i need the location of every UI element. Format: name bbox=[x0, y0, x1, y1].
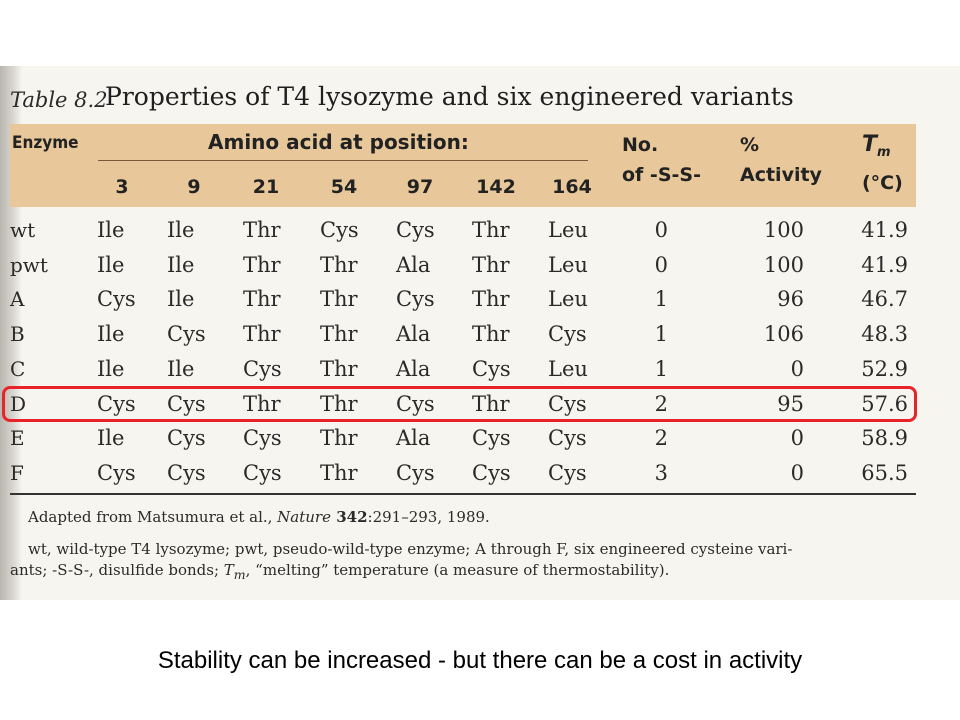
amino-acid-cell: Cys bbox=[548, 460, 587, 485]
amino-acid-cell: Thr bbox=[243, 322, 281, 347]
header-enzyme: Enzyme bbox=[12, 133, 79, 153]
melting-temp-cell: 65.5 bbox=[861, 460, 908, 485]
melting-temp-cell: 57.6 bbox=[861, 391, 908, 416]
header-position: 97 bbox=[406, 176, 434, 198]
header-tm-unit: (°C) bbox=[862, 171, 903, 194]
disulfide-count-cell: 1 bbox=[654, 322, 668, 347]
melting-temp-cell: 41.9 bbox=[861, 218, 908, 242]
amino-acid-cell: Ile bbox=[97, 356, 125, 381]
amino-acid-cell: Cys bbox=[396, 218, 435, 242]
disulfide-count-cell: 2 bbox=[654, 391, 668, 416]
amino-acid-cell: Cys bbox=[97, 287, 136, 312]
amino-acid-cell: Cys bbox=[167, 426, 206, 451]
header-tm-symbol: $T_m$ bbox=[862, 132, 891, 160]
slide-caption: Stability can be increased - but there can be a cost in activity bbox=[157, 647, 803, 674]
amino-acid-cell: Ile bbox=[167, 252, 195, 277]
amino-acid-cell: Thr bbox=[243, 252, 281, 277]
header-position: 3 bbox=[115, 176, 129, 198]
amino-acid-cell: Thr bbox=[472, 391, 510, 416]
amino-acid-cell: Thr bbox=[243, 391, 281, 416]
amino-acid-cell: Leu bbox=[548, 218, 588, 242]
amino-acid-cell: Thr bbox=[320, 287, 358, 312]
table-row bbox=[0, 284, 960, 319]
header-act-line1: % bbox=[740, 134, 760, 156]
header-position: 54 bbox=[330, 176, 358, 198]
amino-acid-cell: Thr bbox=[243, 287, 281, 312]
amino-acid-cell: Ile bbox=[97, 252, 125, 277]
amino-acid-cell: Cys bbox=[167, 460, 206, 485]
activity-cell: 100 bbox=[763, 252, 804, 277]
abbreviation-note-line2: ants; -S-S-, disulfide bonds; $T_m$, “melting” temperature (a measure of thermostability). bbox=[10, 561, 670, 582]
activity-cell: 95 bbox=[777, 391, 804, 416]
enzyme-cell: D bbox=[10, 391, 27, 416]
disulfide-count-cell: 0 bbox=[654, 218, 668, 242]
header-melting-temp bbox=[862, 130, 903, 198]
amino-acid-cell: Cys bbox=[396, 391, 435, 416]
table-row bbox=[0, 458, 960, 493]
melting-temp-cell: 58.9 bbox=[861, 426, 908, 451]
table-row bbox=[0, 354, 960, 389]
amino-acid-cell: Cys bbox=[167, 391, 206, 416]
melting-temp-cell: 41.9 bbox=[861, 252, 908, 277]
abbreviation-note-line1: wt, wild-type T4 lysozyme; pwt, pseudo-wild-type enzyme; A through F, six engineered cysteine vari- bbox=[28, 540, 793, 558]
amino-acid-cell: Cys bbox=[548, 426, 587, 451]
disulfide-count-cell: 2 bbox=[654, 426, 668, 451]
table-row bbox=[0, 215, 960, 250]
activity-cell: 106 bbox=[763, 322, 804, 347]
amino-acid-cell: Cys bbox=[472, 356, 511, 381]
header-disulfide-count bbox=[622, 130, 701, 190]
activity-cell: 0 bbox=[790, 460, 804, 485]
header-ss-line2: of -S-S- bbox=[622, 164, 701, 186]
amino-acid-cell: Ala bbox=[396, 426, 431, 451]
amino-acid-cell: Ile bbox=[97, 322, 125, 347]
amino-acid-cell: Cys bbox=[396, 287, 435, 312]
amino-acid-cell: Thr bbox=[243, 218, 281, 242]
amino-acid-cell: Cys bbox=[167, 322, 206, 347]
melting-temp-cell: 46.7 bbox=[861, 287, 908, 312]
disulfide-count-cell: 1 bbox=[654, 356, 668, 381]
amino-acid-cell: Ala bbox=[396, 322, 431, 347]
amino-acid-cell: Thr bbox=[320, 322, 358, 347]
amino-acid-cell: Ala bbox=[396, 356, 431, 381]
amino-acid-cell: Cys bbox=[97, 460, 136, 485]
amino-acid-cell: Thr bbox=[472, 252, 510, 277]
table-row bbox=[0, 250, 960, 285]
activity-cell: 100 bbox=[763, 218, 804, 242]
table-row bbox=[0, 423, 960, 458]
amino-acid-cell: Thr bbox=[472, 322, 510, 347]
table-title: Properties of T4 lysozyme and six engineered variants bbox=[105, 82, 794, 111]
amino-acid-cell: Thr bbox=[472, 287, 510, 312]
header-rule bbox=[98, 160, 588, 161]
amino-acid-cell: Cys bbox=[243, 460, 282, 485]
enzyme-cell: wt bbox=[10, 218, 36, 242]
amino-acid-cell: Leu bbox=[548, 287, 588, 312]
amino-acid-cell: Cys bbox=[243, 356, 282, 381]
amino-acid-cell: Thr bbox=[472, 218, 510, 242]
amino-acid-cell: Thr bbox=[320, 391, 358, 416]
amino-acid-cell: Leu bbox=[548, 252, 588, 277]
amino-acid-cell: Cys bbox=[548, 391, 587, 416]
header-activity bbox=[740, 130, 822, 190]
amino-acid-cell: Ile bbox=[167, 356, 195, 381]
enzyme-cell: F bbox=[10, 460, 24, 485]
amino-acid-cell: Cys bbox=[548, 322, 587, 347]
melting-temp-cell: 48.3 bbox=[861, 322, 908, 347]
header-position: 142 bbox=[476, 176, 516, 198]
amino-acid-cell: Cys bbox=[320, 218, 359, 242]
table-label: Table 8.2 bbox=[10, 88, 108, 112]
table-row bbox=[0, 319, 960, 354]
header-position: 164 bbox=[552, 176, 592, 198]
amino-acid-cell: Ile bbox=[97, 426, 125, 451]
header-ss-line1: No. bbox=[622, 134, 659, 156]
amino-acid-cell: Cys bbox=[472, 460, 511, 485]
enzyme-cell: B bbox=[10, 322, 25, 347]
amino-acid-cell: Ile bbox=[97, 218, 125, 242]
enzyme-cell: A bbox=[10, 287, 25, 312]
header-position: 9 bbox=[187, 176, 201, 198]
amino-acid-cell: Cys bbox=[97, 391, 136, 416]
enzyme-cell: C bbox=[10, 356, 26, 381]
amino-acid-cell: Thr bbox=[320, 356, 358, 381]
header-amino-acid: Amino acid at position: bbox=[208, 130, 469, 154]
header-position: 21 bbox=[252, 176, 280, 198]
activity-cell: 96 bbox=[777, 287, 804, 312]
amino-acid-cell: Ala bbox=[396, 252, 431, 277]
amino-acid-cell: Cys bbox=[243, 426, 282, 451]
activity-cell: 0 bbox=[790, 356, 804, 381]
melting-temp-cell: 52.9 bbox=[861, 356, 908, 381]
disulfide-count-cell: 1 bbox=[654, 287, 668, 312]
amino-acid-cell: Ile bbox=[167, 287, 195, 312]
disulfide-count-cell: 0 bbox=[654, 252, 668, 277]
amino-acid-cell: Leu bbox=[548, 356, 588, 381]
amino-acid-cell: Cys bbox=[396, 460, 435, 485]
source-note: Adapted from Matsumura et al., Nature 342:291–293, 1989. bbox=[28, 508, 490, 526]
amino-acid-cell: Ile bbox=[167, 218, 195, 242]
enzyme-cell: E bbox=[10, 426, 25, 451]
disulfide-count-cell: 3 bbox=[654, 460, 668, 485]
activity-cell: 0 bbox=[790, 426, 804, 451]
header-act-line2: Activity bbox=[740, 164, 822, 186]
highlight-box-row-d bbox=[2, 386, 917, 422]
amino-acid-cell: Thr bbox=[320, 252, 358, 277]
amino-acid-cell: Thr bbox=[320, 426, 358, 451]
table-bottom-rule bbox=[10, 493, 916, 495]
amino-acid-cell: Cys bbox=[472, 426, 511, 451]
amino-acid-cell: Thr bbox=[320, 460, 358, 485]
enzyme-cell: pwt bbox=[10, 252, 48, 277]
